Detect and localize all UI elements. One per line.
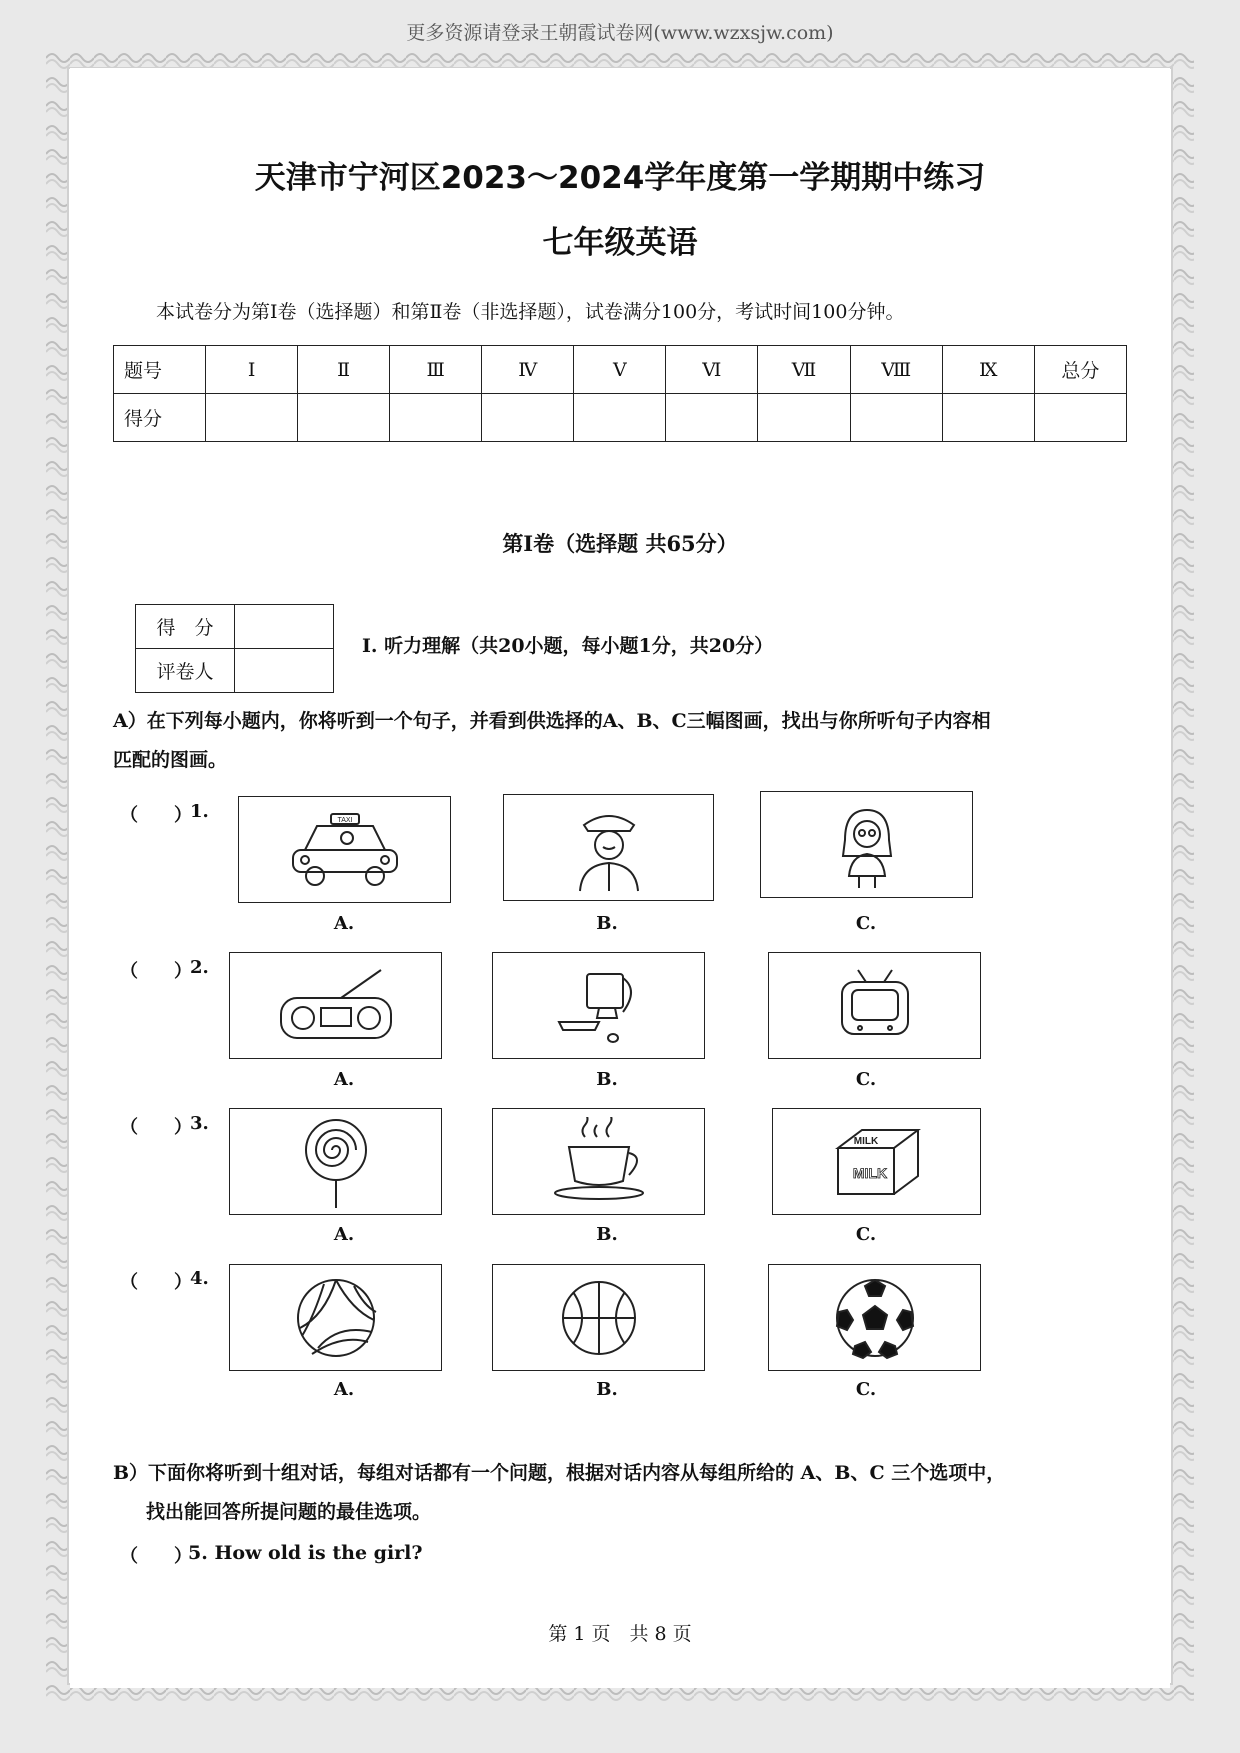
score-cell[interactable]: [850, 394, 942, 442]
option-label: C.: [855, 1224, 877, 1245]
option-label: B.: [596, 913, 618, 934]
partB-instruction-line2: 找出能回答所提问题的最佳选项。: [146, 1501, 432, 1523]
girl-icon[interactable]: [760, 791, 973, 898]
grader-name-label: 评卷人: [136, 649, 235, 693]
score-row-label: 得分: [114, 394, 206, 442]
option-label: C.: [855, 1069, 877, 1090]
score-cell[interactable]: [942, 394, 1034, 442]
milk-text-side: MILK: [852, 1164, 887, 1181]
score-col-header: Ⅷ: [850, 346, 942, 394]
score-row-label: 题号: [114, 346, 206, 394]
police-officer-icon[interactable]: [503, 794, 714, 901]
coffee-cup-icon[interactable]: [492, 1108, 705, 1215]
option-label: B.: [596, 1379, 618, 1400]
exam-subject: 七年级英语: [542, 225, 698, 261]
option-label: C.: [855, 1379, 877, 1400]
grader-box: [135, 604, 334, 693]
page-footer: 第 1 页 共 8 页: [548, 1623, 692, 1645]
question-2-paren[interactable]: （ ）: [120, 961, 192, 982]
question-1-paren[interactable]: （ ）: [120, 805, 192, 826]
grader-score-label: 得 分: [136, 605, 235, 649]
partA-instruction-line2: 匹配的图画。: [113, 749, 228, 771]
score-col-header: Ⅲ: [390, 346, 482, 394]
score-cell[interactable]: [574, 394, 666, 442]
score-cell[interactable]: [206, 394, 298, 442]
taxi-icon[interactable]: [238, 796, 451, 903]
option-label: A.: [333, 1224, 355, 1245]
part1-title: Ⅰ. 听力理解（共20小题，每小题1分，共20分）: [362, 635, 774, 657]
soccer-ball-icon[interactable]: [768, 1264, 981, 1371]
question-5-paren[interactable]: （ ）: [120, 1546, 192, 1567]
option-label: A.: [333, 913, 355, 934]
tv-icon[interactable]: [768, 952, 981, 1059]
score-value-row: [114, 394, 1127, 442]
score-cell[interactable]: [482, 394, 574, 442]
taxi-sign-text: TAXI: [336, 816, 353, 824]
score-col-header: Ⅳ: [482, 346, 574, 394]
score-cell[interactable]: [1034, 394, 1126, 442]
option-label: B.: [596, 1224, 618, 1245]
grader-name-cell[interactable]: [235, 649, 334, 693]
option-label: C.: [855, 913, 877, 934]
partA-instruction-line1: A）在下列每小题内，你将听到一个句子，并看到供选择的A、B、C三幅图画，找出与你所听句子内容相: [113, 710, 991, 732]
score-col-header: Ⅵ: [666, 346, 758, 394]
option-label: A.: [333, 1379, 355, 1400]
score-col-header: 总分: [1034, 346, 1126, 394]
computer-icon[interactable]: [492, 952, 705, 1059]
volleyball-icon[interactable]: [229, 1264, 442, 1371]
score-col-header: Ⅰ: [206, 346, 298, 394]
exam-title: 天津市宁河区2023～2024学年度第一学期期中练习: [254, 160, 986, 196]
question-1-number: 1.: [190, 801, 209, 822]
exam-page: [70, 68, 1170, 1688]
option-label: A.: [333, 1069, 355, 1090]
score-col-header: Ⅴ: [574, 346, 666, 394]
question-3-number: 3.: [190, 1113, 209, 1134]
score-table: [113, 345, 1127, 442]
radio-icon[interactable]: [229, 952, 442, 1059]
score-col-header: Ⅸ: [942, 346, 1034, 394]
question-3-paren[interactable]: （ ）: [120, 1117, 192, 1138]
score-cell[interactable]: [390, 394, 482, 442]
score-col-header: Ⅶ: [758, 346, 850, 394]
lollipop-icon[interactable]: [229, 1108, 442, 1215]
milk-text-top: MILK: [853, 1135, 878, 1147]
score-col-header: Ⅱ: [298, 346, 390, 394]
milk-carton-icon[interactable]: [772, 1108, 981, 1215]
question-4-number: 4.: [190, 1268, 209, 1289]
exam-intro: 本试卷分为第Ⅰ卷（选择题）和第Ⅱ卷（非选择题），试卷满分100分，考试时间100分钟。: [156, 301, 905, 323]
score-cell[interactable]: [758, 394, 850, 442]
score-cell[interactable]: [298, 394, 390, 442]
question-4-paren[interactable]: （ ）: [120, 1272, 192, 1293]
question-5-text: 5. How old is the girl?: [188, 1542, 423, 1564]
section-title: 第Ⅰ卷（选择题 共65分）: [502, 531, 738, 556]
watermark-header: 更多资源请登录王朝霞试卷网(www.wzxsjw.com): [406, 22, 834, 44]
score-cell[interactable]: [666, 394, 758, 442]
basketball-icon[interactable]: [492, 1264, 705, 1371]
partB-instruction-line1: B）下面你将听到十组对话，每组对话都有一个问题，根据对话内容从每组所给的 A、B、C 三个选项中，: [113, 1462, 1006, 1484]
grader-score-cell[interactable]: [235, 605, 334, 649]
option-label: B.: [596, 1069, 618, 1090]
score-header-row: [114, 346, 1127, 394]
question-2-number: 2.: [190, 957, 209, 978]
